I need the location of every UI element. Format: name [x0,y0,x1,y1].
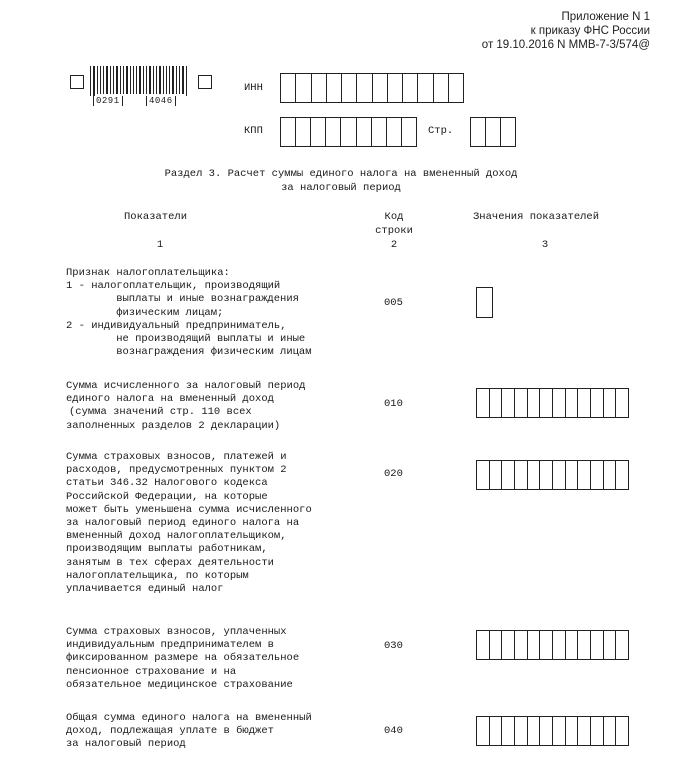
section-title-line-1: Раздел 3. Расчет суммы единого налога на вмененный доход [164,168,518,180]
corner-marker-left [70,75,84,89]
row-005-value-field[interactable] [476,287,493,318]
row-030-code: 030 [384,640,403,652]
corner-marker-right [198,75,212,89]
row-010-value-field[interactable] [476,388,629,418]
row-005-code: 005 [384,297,403,309]
column-header-values: Значения показателей [473,211,600,223]
barcode-code-b: 4046 [146,96,176,106]
kpp-field[interactable] [280,117,417,147]
appendix-line-2: к приказу ФНС России [530,25,650,37]
page-number-field[interactable] [470,117,516,147]
row-040-code: 040 [384,725,403,737]
row-030-description: Сумма страховых взносов, уплаченных индивидуальным предпринимателем в фиксированном размере на обязательное пенсионное страхование и на обязательное медицинское страхование [66,626,300,691]
column-number-2: 2 [390,239,398,251]
row-005-description: Признак налогоплательщика: 1 - налогоплательщик, производящий выплаты и иные вознаграждения физическим лицам; 2 - индивидуальный предприниматель, не производящий выплаты и иные вознаграждения физическим лицам [66,267,312,359]
column-header-indicators: Показатели [124,211,188,223]
barcode-icon [90,66,187,96]
page-label: Стр. [428,125,454,137]
column-number-3: 3 [541,239,549,251]
row-010-code: 010 [384,398,403,410]
barcode-code-a: 0291 [93,96,123,106]
appendix-reference [482,10,650,52]
kpp-label: КПП [244,125,263,137]
row-040-description: Общая сумма единого налога на вмененный доход, подлежащая уплате в бюджет за налоговый период [66,712,312,751]
row-040-value-field[interactable] [476,716,629,746]
appendix-line-3: от 19.10.2016 N ММВ-7-3/574@ [481,39,650,51]
appendix-line-1: Приложение N 1 [561,11,650,23]
inn-label: ИНН [244,82,263,94]
column-header-code-2: строки [375,225,413,237]
row-020-code: 020 [384,468,403,480]
row-020-description: Сумма страховых взносов, платежей и расходов, предусмотренных пунктом 2 статьи 346.32 Налогового кодекса Российской Федерации, на которые может быть уменьшена сумма исчисленного за налоговый период единого налога на вмененный доход налогоплательщиком, производящим выплаты работникам, занятым в тех сферах деятельности налогоплательщика, по которым уплачивается единый налог [66,451,312,596]
row-010-description: Сумма исчисленного за налоговый период единого налога на вмененный доход (сумма значений стр. 110 всех заполненных разделов 2 декларации) [66,380,306,432]
section-title-line-2: за налоговый период [281,182,401,194]
inn-field[interactable] [280,73,464,103]
row-020-value-field[interactable] [476,460,629,490]
row-030-value-field[interactable] [476,630,629,660]
column-number-1: 1 [156,239,164,251]
column-header-code-1: Код [384,211,404,223]
